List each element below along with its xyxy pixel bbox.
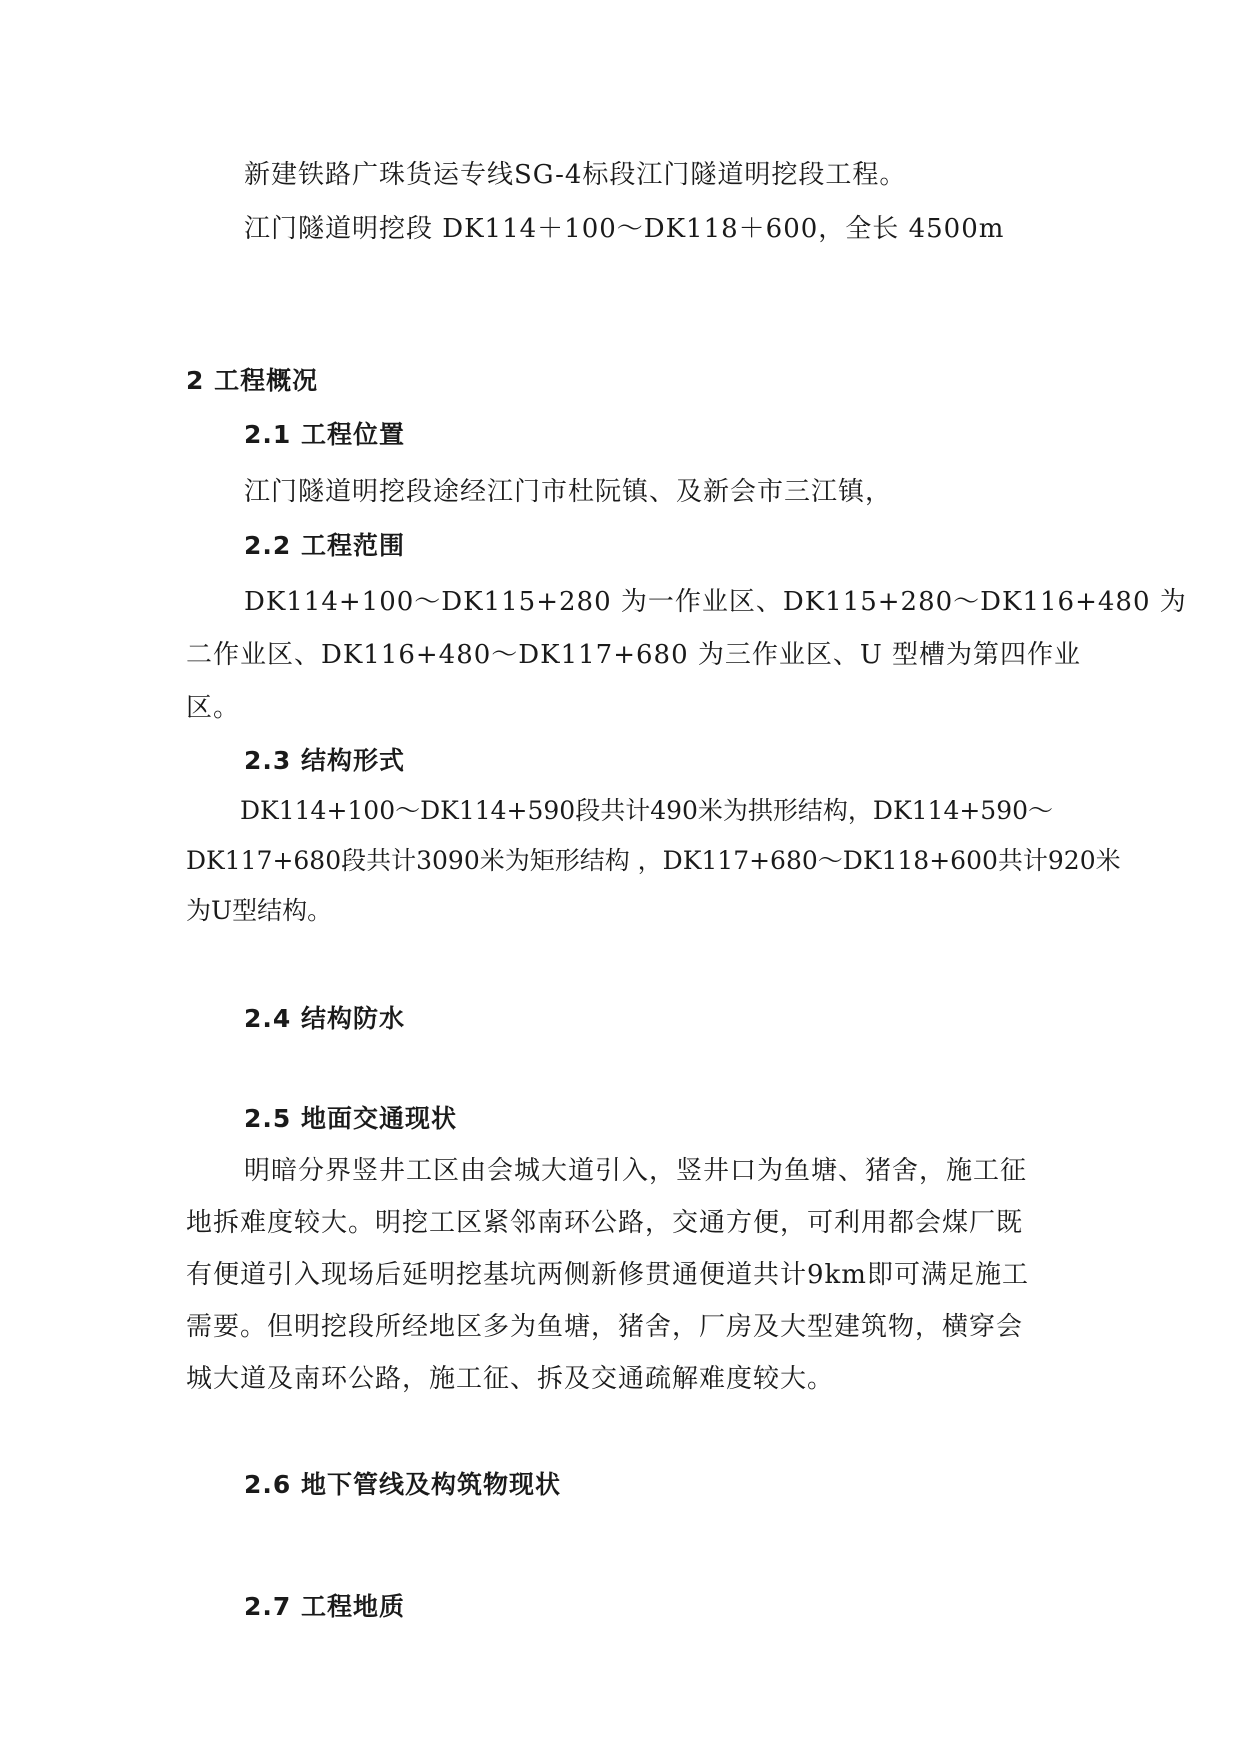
subsection-heading-2-3: 2.3 结构形式: [244, 746, 405, 775]
paragraph-line: 区。: [186, 693, 241, 723]
subsection-heading-2-5: 2.5 地面交通现状: [244, 1104, 457, 1133]
subsection-heading-2-4: 2.4 结构防水: [244, 1004, 405, 1033]
paragraph-line: 二作业区、DK116+480～DK117+680 为三作业区、U 型槽为第四作业: [186, 640, 1082, 670]
intro-line-2: 江门隧道明挖段 DK114＋100～DK118＋600，全长 4500m: [244, 214, 1005, 244]
paragraph-line: 需要。但明挖段所经地区多为鱼塘，猪舍，厂房及大型建筑物，横穿会: [186, 1312, 1024, 1342]
subsection-heading-2-1: 2.1 工程位置: [244, 420, 405, 449]
subsection-heading-2-6: 2.6 地下管线及构筑物现状: [244, 1470, 561, 1499]
subsection-heading-2-7: 2.7 工程地质: [244, 1592, 405, 1621]
intro-line-1: 新建铁路广珠货运专线SG-4标段江门隧道明挖段工程。: [244, 160, 907, 190]
paragraph-line: 地拆难度较大。明挖工区紧邻南环公路，交通方便，可利用都会煤厂既: [186, 1208, 1024, 1238]
paragraph-line: 有便道引入现场后延明挖基坑两侧新修贯通便道共计9km即可满足施工: [186, 1260, 1029, 1290]
paragraph-line: 江门隧道明挖段途经江门市杜阮镇、及新会市三江镇，: [244, 477, 893, 507]
paragraph-line: 城大道及南环公路，施工征、拆及交通疏解难度较大。: [186, 1364, 835, 1394]
section-heading: 2 工程概况: [186, 366, 319, 395]
paragraph-line: DK114+100～DK115+280 为一作业区、DK115+280～DK116+480 为: [244, 587, 1187, 617]
paragraph-line: 明暗分界竖井工区由会城大道引入，竖井口为鱼塘、猪舍，施工征: [244, 1156, 1028, 1186]
paragraph-line: 为U型结构。: [186, 896, 333, 925]
paragraph-line: DK117+680段共计3090米为矩形结构 ，DK117+680～DK118+600共计920米: [186, 846, 1121, 875]
paragraph-line: DK114+100～DK114+590段共计490米为拱形结构，DK114+590～: [240, 796, 1054, 825]
subsection-heading-2-2: 2.2 工程范围: [244, 531, 405, 560]
